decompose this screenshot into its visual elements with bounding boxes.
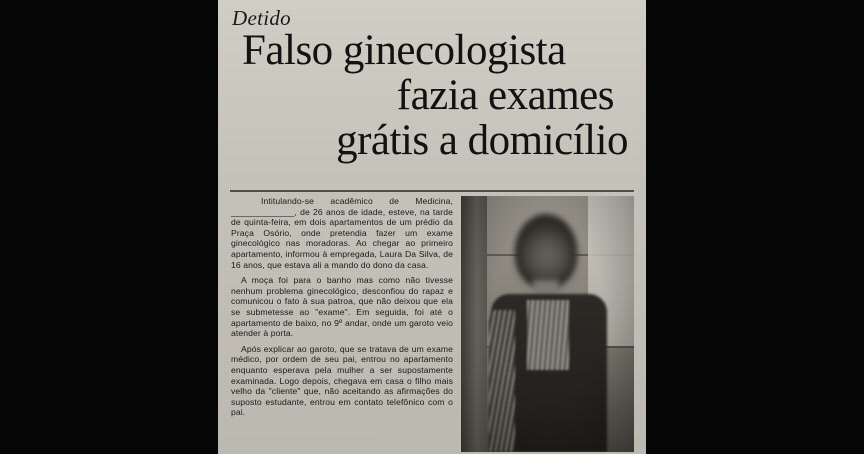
letterbox-bar-left	[0, 0, 218, 454]
article-body-column	[231, 196, 453, 423]
headline-divider-rule	[230, 190, 634, 192]
article-paragraph: Após explicar ao garoto, que se tratava de um exame médico, por ordem de seu pai, entrou no apartamento enquanto esperava pela mulher a ser supostamente examinada. Logo depois, chegava em casa o filho mais velho da "cliente" que, não aceitando as afirmações do suposto estudante, entrou em contato telefônico com o pai.	[231, 343, 453, 418]
photo-vignette	[461, 196, 634, 452]
suspect-photo-blurred-face	[461, 196, 634, 452]
headline	[228, 28, 638, 163]
headline-line-1: Falso ginecologista	[242, 27, 566, 74]
article-paragraph: Intitulando-se acadêmico de Medicina, _____________, de 26 anos de idade, esteve, na tarde de quinta-feira, em dois apartamentos de um prédio da Praça Osório, onde pretendia fazer um exame ginecológico nas moradoras. Ao chegar ao primeiro apartamento, informou à empregada, Laura Da Silva, de 16 anos, que estava ali a mando do dono da casa.	[231, 196, 453, 270]
headline-line-2: fazia exames	[396, 72, 614, 119]
kicker-label: Detido	[232, 6, 291, 30]
article-paragraph: A moça foi para o banho mas como não tivesse nenhum problema ginecológico, desconfiou do rapaz e comunicou o fato à sua patroa, que não deixou que ela se submetesse ao "exame". Em seguida, foi até o apartamento de baixo, no 9º andar, onde um garoto veio atender à porta.	[231, 275, 453, 339]
letterbox-bar-right	[646, 0, 864, 454]
headline-line-3: grátis a domicílio	[336, 117, 628, 164]
newspaper-clipping	[218, 0, 646, 454]
